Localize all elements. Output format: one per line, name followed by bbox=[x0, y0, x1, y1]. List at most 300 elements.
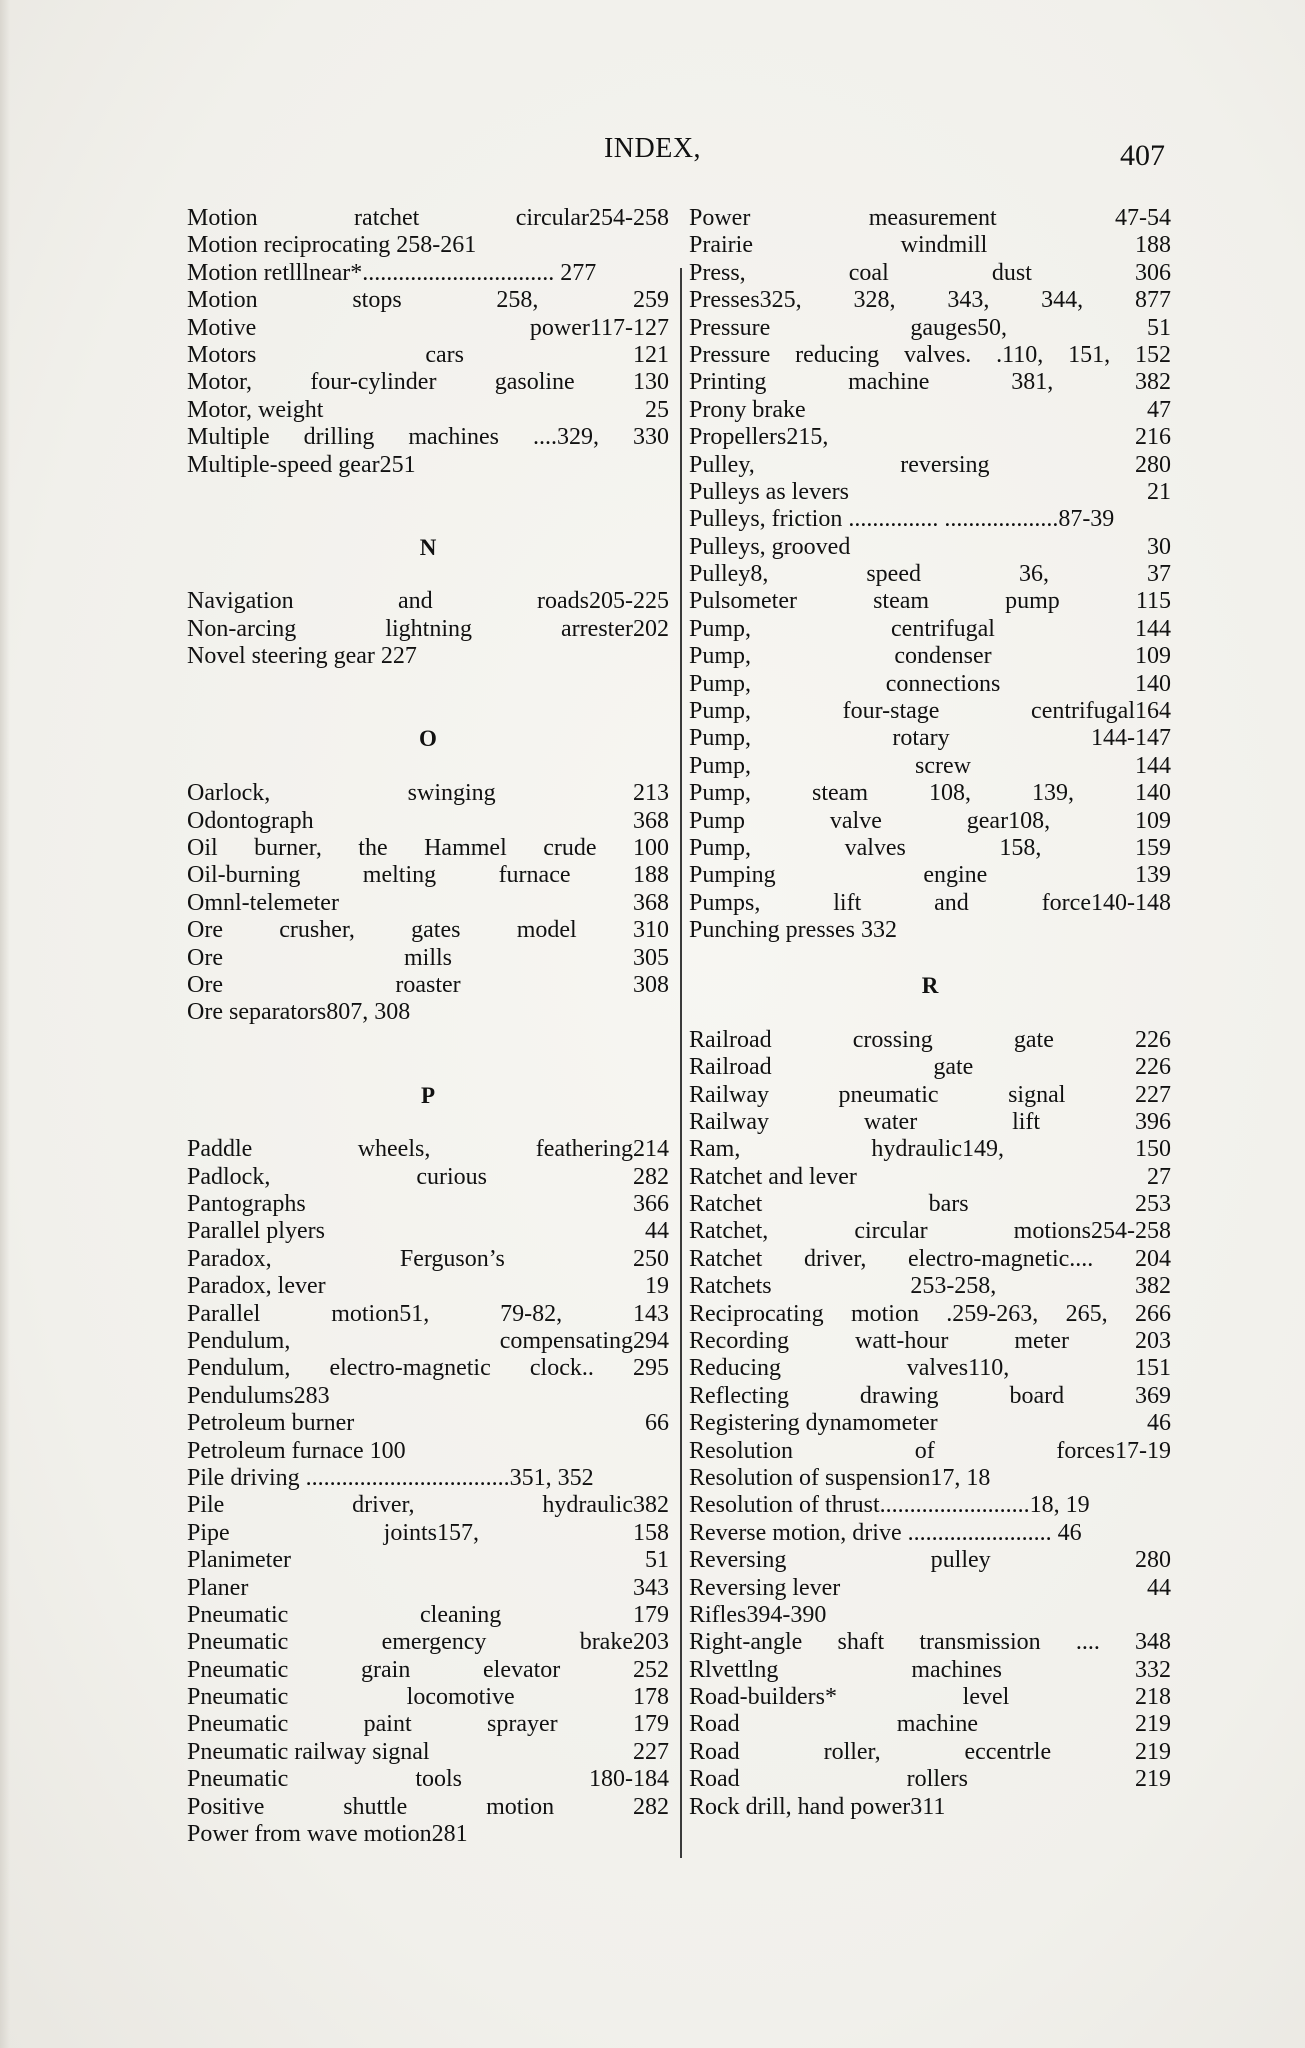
index-entry-word: Non-arcing bbox=[187, 615, 297, 642]
index-entry-word: 280 bbox=[1135, 1547, 1171, 1574]
index-entry-word: Pump, bbox=[689, 698, 752, 725]
index-entry-word: Road bbox=[689, 1711, 740, 1738]
index-entry-word: .110, bbox=[996, 341, 1044, 368]
index-entry-word: gate bbox=[933, 1054, 974, 1081]
index-entry-word: Ratchets bbox=[689, 1273, 772, 1300]
index-entry-word: 368 bbox=[633, 807, 669, 834]
index-entry-word: machine bbox=[848, 369, 930, 396]
index-entry-word: lift bbox=[833, 889, 862, 916]
index-entry-word: Pump, bbox=[689, 615, 752, 642]
index-entry bbox=[187, 1273, 669, 1300]
index-entry-word: 179 bbox=[632, 1601, 669, 1628]
index-entry-word: 280 bbox=[1134, 451, 1171, 478]
index-entry: Rock drill, hand power311 bbox=[689, 1793, 946, 1820]
index-entry-word: 282 bbox=[632, 1793, 669, 1820]
index-entry-word: Ratchet bbox=[689, 1245, 763, 1272]
index-entry-word: Ratchet, bbox=[689, 1218, 769, 1245]
index-entry-word: steam bbox=[873, 588, 930, 615]
index-entry-word: 253 bbox=[1134, 1191, 1171, 1218]
index-entry-word: Pulleys, grooved bbox=[689, 533, 851, 560]
index-entry-word: 282 bbox=[632, 1163, 669, 1190]
index-column-left bbox=[187, 205, 669, 1848]
index-entry-word: Pressure bbox=[689, 341, 771, 368]
index-entry-word: 144-147 bbox=[1090, 725, 1171, 752]
index-entry bbox=[689, 1438, 1171, 1465]
index-entry-word: roaster bbox=[395, 971, 461, 998]
index-entry-word: pump bbox=[1005, 588, 1060, 615]
index-entry-word: 144 bbox=[1134, 752, 1171, 779]
index-entry-word: Railway bbox=[689, 1108, 769, 1135]
blank-line bbox=[187, 561, 669, 588]
index-entry-word: Odontograph bbox=[187, 807, 314, 834]
index-entry-word: Resolution bbox=[689, 1437, 794, 1464]
page-title: INDEX, bbox=[603, 133, 702, 164]
index-entry: Motion retlllnear*................................ 277 bbox=[187, 259, 597, 286]
index-entry-word: 382 bbox=[1134, 369, 1171, 396]
index-entry-word: valve bbox=[829, 807, 882, 834]
index-entry-word: meter bbox=[1014, 1328, 1069, 1355]
index-entry-word: 51 bbox=[1146, 314, 1171, 341]
index-entry-word: 295 bbox=[633, 1355, 669, 1382]
index-entry-word: Oil-burning bbox=[187, 862, 301, 889]
index-entry-word: Railway bbox=[689, 1081, 769, 1108]
index-entry bbox=[689, 397, 1171, 424]
index-entry-word: Pulley8, bbox=[689, 561, 769, 588]
index-entry-word: the bbox=[358, 834, 388, 861]
index-entry bbox=[187, 397, 669, 424]
index-entry-word: 204 bbox=[1134, 1245, 1171, 1272]
index-entry-word: motion bbox=[486, 1793, 555, 1820]
index-entry-word: 139, bbox=[1032, 780, 1074, 807]
blank-line bbox=[187, 671, 669, 698]
index-entry-word: engine bbox=[923, 862, 988, 889]
index-column-right bbox=[689, 205, 1171, 1821]
index-entry-word: Road-builders* bbox=[689, 1684, 837, 1711]
index-entry-word: watt-hour bbox=[855, 1328, 949, 1355]
index-entry: Pile driving ..................................351, 352 bbox=[187, 1464, 594, 1491]
index-entry-word: Reversing lever bbox=[689, 1574, 841, 1601]
index-entry bbox=[689, 1711, 1171, 1738]
index-entry bbox=[689, 835, 1171, 862]
index-entry-word: Paddle bbox=[187, 1136, 253, 1163]
index-entry-word: 368 bbox=[633, 889, 669, 916]
index-entry-word: screw bbox=[915, 752, 971, 779]
index-entry bbox=[689, 315, 1171, 342]
index-entry-word: 348 bbox=[1135, 1629, 1171, 1656]
index-entry bbox=[689, 753, 1171, 780]
index-entry-word: 213 bbox=[633, 780, 669, 807]
index-entry bbox=[689, 1547, 1171, 1574]
index-entry bbox=[689, 205, 1171, 232]
index-entry bbox=[187, 1301, 669, 1328]
index-entry-word: 877 bbox=[1134, 287, 1171, 314]
index-entry bbox=[689, 287, 1171, 314]
index-entry-word: crossing bbox=[852, 1026, 933, 1053]
index-entry-word: valves. bbox=[903, 341, 972, 368]
index-entry-word: ....329, bbox=[532, 424, 599, 451]
index-entry-word: force140-148 bbox=[1041, 889, 1171, 916]
index-entry-word: 188 bbox=[632, 862, 669, 889]
index-entry bbox=[689, 698, 1171, 725]
index-entry-word: 259 bbox=[632, 287, 669, 314]
index-entry-word: Pneumatic bbox=[187, 1711, 289, 1738]
index-entry-word: locomotive bbox=[406, 1684, 515, 1711]
index-entry-word: 25 bbox=[645, 396, 669, 423]
index-entry bbox=[689, 534, 1171, 561]
index-entry-word: bars bbox=[928, 1191, 969, 1218]
index-entry bbox=[187, 1766, 669, 1793]
index-entry-word: 140 bbox=[1135, 670, 1171, 697]
index-entry-word: windmill bbox=[900, 232, 988, 259]
index-entry-word: four-stage bbox=[842, 698, 940, 725]
index-entry-word: 115 bbox=[1135, 588, 1171, 615]
index-entry-word: 100 bbox=[632, 834, 669, 861]
index-entry: Multiple-speed gear251 bbox=[187, 451, 416, 478]
index-entry-word: Press, bbox=[689, 259, 746, 286]
index-entry bbox=[689, 643, 1171, 670]
index-entry bbox=[689, 1575, 1171, 1602]
index-entry bbox=[689, 1629, 1171, 1656]
index-entry-word: machine bbox=[896, 1711, 978, 1738]
index-entry-word: cars bbox=[425, 341, 464, 368]
index-entry-word: pneumatic bbox=[838, 1081, 939, 1108]
index-entry bbox=[689, 1657, 1171, 1684]
index-entry-word: 151, bbox=[1068, 341, 1111, 368]
index-entry bbox=[187, 588, 669, 615]
index-entry-word: cleaning bbox=[420, 1601, 502, 1628]
index-entry-word: centrifugal164 bbox=[1031, 698, 1171, 725]
index-entry bbox=[187, 1657, 669, 1684]
index-entry bbox=[187, 780, 669, 807]
index-entry-word: brake203 bbox=[579, 1629, 669, 1656]
index-entry-word: .... bbox=[1075, 1629, 1100, 1656]
index-entry-word: rotary bbox=[892, 725, 950, 752]
index-entry-word: 109 bbox=[1135, 643, 1171, 670]
index-entry-word: elevator bbox=[483, 1656, 561, 1683]
index-entry-word: Right-angle bbox=[689, 1629, 803, 1656]
index-entry bbox=[689, 725, 1171, 752]
index-entry-word: Motors bbox=[187, 341, 257, 368]
index-entry-word: Pump, bbox=[689, 670, 752, 697]
index-entry-word: Motor, weight bbox=[187, 396, 324, 423]
index-entry-word: 139 bbox=[1134, 862, 1171, 889]
index-entry-word: coal bbox=[848, 259, 889, 286]
index-entry-word: 344, bbox=[1041, 287, 1084, 314]
index-entry bbox=[689, 1136, 1171, 1163]
index-entry bbox=[187, 945, 669, 972]
index-entry bbox=[689, 260, 1171, 287]
index-entry-word: Multiple bbox=[187, 424, 270, 451]
index-entry-word: Ratchet bbox=[689, 1191, 763, 1218]
index-entry-word: Rlvettlng bbox=[689, 1656, 779, 1683]
index-entry bbox=[689, 1383, 1171, 1410]
index-entry-word: gauges50, bbox=[910, 314, 1007, 341]
index-entry-word: driver, bbox=[804, 1245, 867, 1272]
index-entry-word: Motion bbox=[187, 205, 258, 231]
index-entry-word: emergency bbox=[381, 1629, 487, 1656]
index-entry-word: board bbox=[1009, 1382, 1065, 1409]
index-entry-word: 308 bbox=[633, 971, 669, 998]
index-entry bbox=[689, 342, 1171, 369]
index-entry bbox=[689, 1739, 1171, 1766]
index-entry-word: 178 bbox=[632, 1684, 669, 1711]
index-entry-word: Ore bbox=[187, 917, 223, 944]
index-entry-word: 306 bbox=[1135, 259, 1171, 286]
index-entry-word: 219 bbox=[1134, 1766, 1171, 1793]
index-entry-word: Hammel bbox=[424, 834, 507, 861]
index-entry bbox=[689, 452, 1171, 479]
section-letter-heading: P bbox=[420, 1082, 436, 1108]
index-entry-word: joints157, bbox=[383, 1519, 479, 1546]
index-entry-word: valves110, bbox=[906, 1355, 1010, 1382]
index-entry bbox=[187, 1547, 669, 1574]
index-entry bbox=[187, 1711, 669, 1738]
index-entry-word: Pneumatic bbox=[187, 1684, 289, 1711]
index-entry: Rifles394-390 bbox=[689, 1601, 827, 1628]
index-entry bbox=[187, 1602, 669, 1629]
index-entry bbox=[187, 862, 669, 889]
index-entry bbox=[187, 1739, 669, 1766]
index-entry-word: condenser bbox=[894, 643, 992, 670]
index-entry-word: 332 bbox=[1134, 1656, 1171, 1683]
index-entry-word: 150 bbox=[1135, 1136, 1171, 1163]
index-entry-word: tools bbox=[415, 1766, 462, 1793]
index-entry bbox=[689, 671, 1171, 698]
index-entry bbox=[187, 1520, 669, 1547]
index-entry-word: 158 bbox=[632, 1519, 669, 1546]
blank-line bbox=[689, 999, 1171, 1026]
index-entry bbox=[689, 232, 1171, 259]
index-entry-word: 36, bbox=[1019, 561, 1049, 588]
index-entry-word: Planimeter bbox=[187, 1547, 291, 1574]
index-entry: Motion reciprocating 258-261 bbox=[187, 232, 477, 259]
index-entry-word: connections bbox=[885, 670, 1001, 697]
index-entry: Ore separators807, 308 bbox=[187, 999, 411, 1026]
index-entry-word: motion51, bbox=[331, 1300, 430, 1327]
index-entry-word: motion bbox=[850, 1300, 919, 1327]
index-entry-word: 30 bbox=[1147, 533, 1171, 560]
index-entry-word: gear108, bbox=[966, 807, 1051, 834]
index-entry bbox=[187, 1410, 669, 1437]
index-entry-word: 396 bbox=[1135, 1108, 1171, 1135]
index-entry-word: 47 bbox=[1147, 396, 1171, 423]
index-entry-word: 381, bbox=[1011, 369, 1054, 396]
index-entry-word: 121 bbox=[632, 341, 669, 368]
index-entry bbox=[187, 1218, 669, 1245]
index-entry-word: roads205-225 bbox=[537, 588, 669, 615]
index-entry-word: 218 bbox=[1135, 1684, 1171, 1711]
index-entry-word: Pumps, bbox=[689, 889, 761, 916]
index-entry-word: 253-258, bbox=[910, 1273, 997, 1300]
index-entry-word: Pneumatic bbox=[187, 1656, 289, 1683]
index-entry-word: 203 bbox=[1134, 1328, 1171, 1355]
index-entry-word: hydraulic149, bbox=[871, 1136, 1004, 1163]
index-entry bbox=[689, 1273, 1171, 1300]
index-entry-word: gate bbox=[1013, 1026, 1054, 1053]
index-entry-word: machines bbox=[911, 1656, 1002, 1683]
index-entry bbox=[187, 835, 669, 862]
index-entry bbox=[187, 315, 669, 342]
index-entry-word: curious bbox=[416, 1163, 487, 1190]
index-entry-word: 305 bbox=[633, 944, 669, 971]
index-entry bbox=[689, 1684, 1171, 1711]
index-entry-word: paint bbox=[363, 1711, 412, 1738]
index-entry-word: Railroad bbox=[689, 1026, 772, 1053]
index-entry-word: Positive bbox=[187, 1793, 265, 1820]
index-entry-word: 144 bbox=[1135, 615, 1171, 642]
index-entry-word: crude bbox=[543, 834, 597, 861]
index-entry-word: gasoline bbox=[494, 369, 575, 396]
index-entry-word: 130 bbox=[632, 369, 669, 396]
index-entry-word: power117-127 bbox=[529, 314, 669, 341]
index-entry-word: Parallel plyers bbox=[187, 1218, 325, 1245]
index-entry-word: 159 bbox=[1134, 834, 1171, 861]
index-entry-word: mills bbox=[403, 944, 452, 971]
index-entry-word: Pulsometer bbox=[689, 588, 797, 615]
index-entry: Power from wave motion281 bbox=[187, 1821, 468, 1848]
index-entry-word: 51 bbox=[645, 1547, 669, 1574]
index-entry-word: Oil bbox=[187, 834, 218, 861]
index-entry-word: 219 bbox=[1135, 1711, 1171, 1738]
index-entry-word: 227 bbox=[1134, 1081, 1171, 1108]
index-entry: Punching presses 332 bbox=[689, 917, 897, 944]
index-entry-word: dust bbox=[991, 259, 1032, 286]
index-entry-word: eccentrle bbox=[964, 1738, 1052, 1765]
blank-line bbox=[187, 1027, 669, 1054]
index-entry-word: Parallel bbox=[187, 1300, 261, 1327]
index-entry-word: 143 bbox=[633, 1300, 669, 1327]
index-entry-word: Reversing bbox=[689, 1547, 787, 1574]
index-entry-word: stops bbox=[352, 287, 402, 314]
index-entry-word: gates bbox=[411, 917, 461, 944]
index-entry-word: 227 bbox=[633, 1738, 669, 1765]
index-entry-word: Ratchet and lever bbox=[689, 1163, 857, 1190]
index-entry-word: Pulleys as levers bbox=[689, 478, 849, 505]
index-entry-word: Ram, bbox=[689, 1136, 741, 1163]
index-entry-word: grain bbox=[361, 1656, 411, 1683]
index-entry-word: Paradox, lever bbox=[187, 1273, 326, 1300]
index-entry-word: 44 bbox=[1147, 1574, 1171, 1601]
index-entry-word: 79-82, bbox=[500, 1300, 563, 1327]
index-entry-word: model bbox=[516, 917, 577, 944]
index-entry-word: 66 bbox=[645, 1410, 669, 1437]
index-entry-word: valves bbox=[844, 834, 906, 861]
index-entry-word: 19 bbox=[645, 1273, 669, 1300]
index-entry-word: sprayer bbox=[487, 1711, 558, 1738]
index-entry-word: hydraulic382 bbox=[542, 1492, 669, 1519]
index-entry-word: 46 bbox=[1147, 1410, 1171, 1437]
index-entry-word: forces17-19 bbox=[1056, 1437, 1171, 1464]
index-entry bbox=[187, 808, 669, 835]
index-entry-word: 343 bbox=[633, 1574, 669, 1601]
index-entry-word: Reducing bbox=[689, 1355, 781, 1382]
index-entry bbox=[689, 1218, 1171, 1245]
index-entry bbox=[187, 972, 669, 999]
index-entry-word: wheels, bbox=[357, 1136, 431, 1163]
blank-line bbox=[187, 479, 669, 506]
index-entry bbox=[187, 1684, 669, 1711]
index-entry bbox=[187, 616, 669, 643]
index-entry-word: roller, bbox=[823, 1738, 881, 1765]
section-letter-heading: R bbox=[921, 972, 939, 998]
index-entry-word: Railroad bbox=[689, 1054, 772, 1081]
index-entry-word: 27 bbox=[1147, 1163, 1171, 1190]
blank-line bbox=[187, 506, 669, 533]
index-entry-word: Petroleum burner bbox=[187, 1410, 355, 1437]
index-entry bbox=[689, 479, 1171, 506]
index-entry: Resolution of suspension17, 18 bbox=[689, 1464, 991, 1491]
index-entry-word: Reciprocating bbox=[689, 1300, 824, 1327]
index-entry-word: Pneumatic bbox=[187, 1629, 289, 1656]
index-entry-word: 366 bbox=[633, 1191, 669, 1218]
index-entry-word: compensating294 bbox=[499, 1328, 669, 1355]
index-entry-word: machines bbox=[408, 424, 499, 451]
index-entry bbox=[187, 205, 669, 232]
index-entry bbox=[689, 890, 1171, 917]
index-entry bbox=[187, 890, 669, 917]
index-entry-word: Pantographs bbox=[187, 1191, 306, 1218]
index-entry bbox=[689, 1410, 1171, 1437]
index-entry-word: centrifugal bbox=[891, 615, 995, 642]
index-entry bbox=[187, 1629, 669, 1656]
index-entry-word: four-cylinder bbox=[310, 369, 437, 396]
index-entry-word: signal bbox=[1008, 1081, 1066, 1108]
index-entry-word: drawing bbox=[859, 1382, 939, 1409]
index-entry bbox=[689, 616, 1171, 643]
index-entry-word: of bbox=[914, 1437, 935, 1464]
index-entry bbox=[689, 588, 1171, 615]
index-entry bbox=[689, 1027, 1171, 1054]
index-entry-word: circular254-258 bbox=[515, 205, 669, 231]
index-entry-word: transmission bbox=[919, 1629, 1041, 1656]
index-entry bbox=[689, 561, 1171, 588]
index-entry bbox=[689, 1328, 1171, 1355]
index-entry-word: Pump, bbox=[689, 834, 752, 861]
index-entry bbox=[689, 780, 1171, 807]
index-entry bbox=[187, 917, 669, 944]
index-entry-word: 151 bbox=[1135, 1355, 1171, 1382]
blank-line bbox=[187, 1054, 669, 1081]
index-entry-word: Pump, bbox=[689, 725, 752, 752]
index-entry-word: Pneumatic bbox=[187, 1766, 289, 1793]
index-entry-word: 266 bbox=[1134, 1300, 1171, 1327]
index-entry bbox=[187, 1328, 669, 1355]
index-entry-word: steam bbox=[812, 780, 868, 807]
page-edge-shadow bbox=[0, 0, 10, 2048]
index-entry bbox=[689, 1109, 1171, 1136]
index-entry bbox=[187, 1191, 669, 1218]
index-entry bbox=[689, 808, 1171, 835]
index-entry-word: 328, bbox=[853, 287, 896, 314]
index-entry-word: Printing bbox=[689, 369, 767, 396]
index-entry-word: 188 bbox=[1135, 232, 1171, 259]
blank-line bbox=[187, 753, 669, 780]
index-entry-word: 21 bbox=[1147, 478, 1171, 505]
index-entry-word: Pendulum, bbox=[187, 1328, 291, 1355]
index-entry-word: drilling bbox=[303, 424, 375, 451]
index-entry-word: reversing bbox=[900, 451, 990, 478]
index-entry bbox=[689, 1054, 1171, 1081]
blank-line bbox=[187, 698, 669, 725]
index-entry-word: 216 bbox=[1135, 424, 1171, 451]
index-entry bbox=[689, 1191, 1171, 1218]
index-entry-word: pulley bbox=[930, 1547, 991, 1574]
index-entry-word: Power bbox=[689, 205, 751, 231]
index-entry-word: Pump, bbox=[689, 780, 752, 807]
index-entry-word: circular bbox=[854, 1218, 928, 1245]
index-entry bbox=[187, 424, 669, 451]
index-entry-word: Propellers215, bbox=[689, 424, 829, 451]
